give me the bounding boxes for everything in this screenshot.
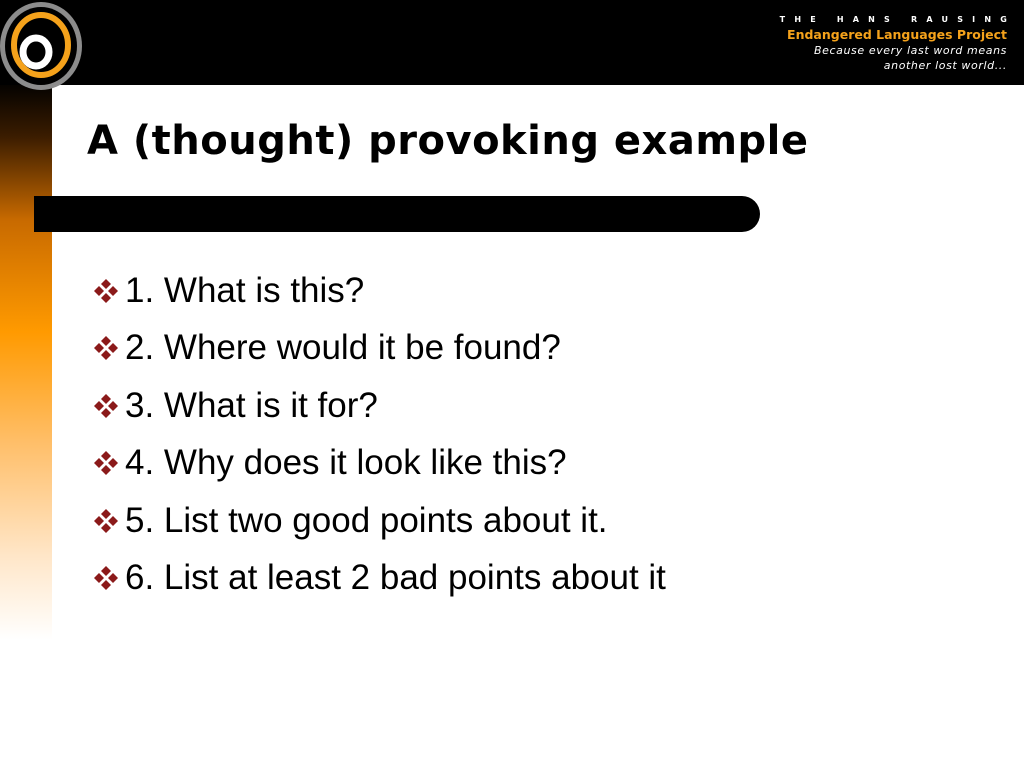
bullet-text: 3. What is it for?: [125, 385, 378, 425]
brand-tagline-line2: another lost world...: [883, 59, 1007, 72]
brand-top-line: THE HANS RAUSING: [779, 15, 1016, 24]
bullet-text: 6. List at least 2 bad points about it: [125, 558, 666, 598]
brand-name: Endangered Languages Project: [787, 27, 1007, 42]
brand-tagline-line1: Because every last word means: [813, 44, 1007, 57]
list-item: [92, 377, 666, 435]
left-gradient-strip: [0, 80, 52, 640]
four-diamond-bullet-icon: [92, 277, 120, 305]
slide-title: A (thought) provoking example: [87, 118, 809, 164]
four-diamond-bullet-icon: [92, 392, 120, 420]
list-item: [92, 492, 666, 550]
bullet-text: 1. What is this?: [125, 270, 365, 310]
list-item: [92, 262, 666, 320]
concentric-ring-logo-icon: [0, 0, 84, 92]
four-diamond-bullet-icon: [92, 334, 120, 362]
bullet-text: 2. Where would it be found?: [125, 328, 561, 368]
title-divider-bar: [34, 196, 760, 232]
bullet-list: [92, 262, 666, 607]
list-item: [92, 320, 666, 378]
four-diamond-bullet-icon: [92, 564, 120, 592]
bullet-text: 5. List two good points about it.: [125, 500, 608, 540]
bullet-text: 4. Why does it look like this?: [125, 443, 567, 483]
four-diamond-bullet-icon: [92, 507, 120, 535]
list-item: [92, 435, 666, 493]
list-item: [92, 550, 666, 608]
branding-block: [767, 14, 1016, 73]
four-diamond-bullet-icon: [92, 449, 120, 477]
